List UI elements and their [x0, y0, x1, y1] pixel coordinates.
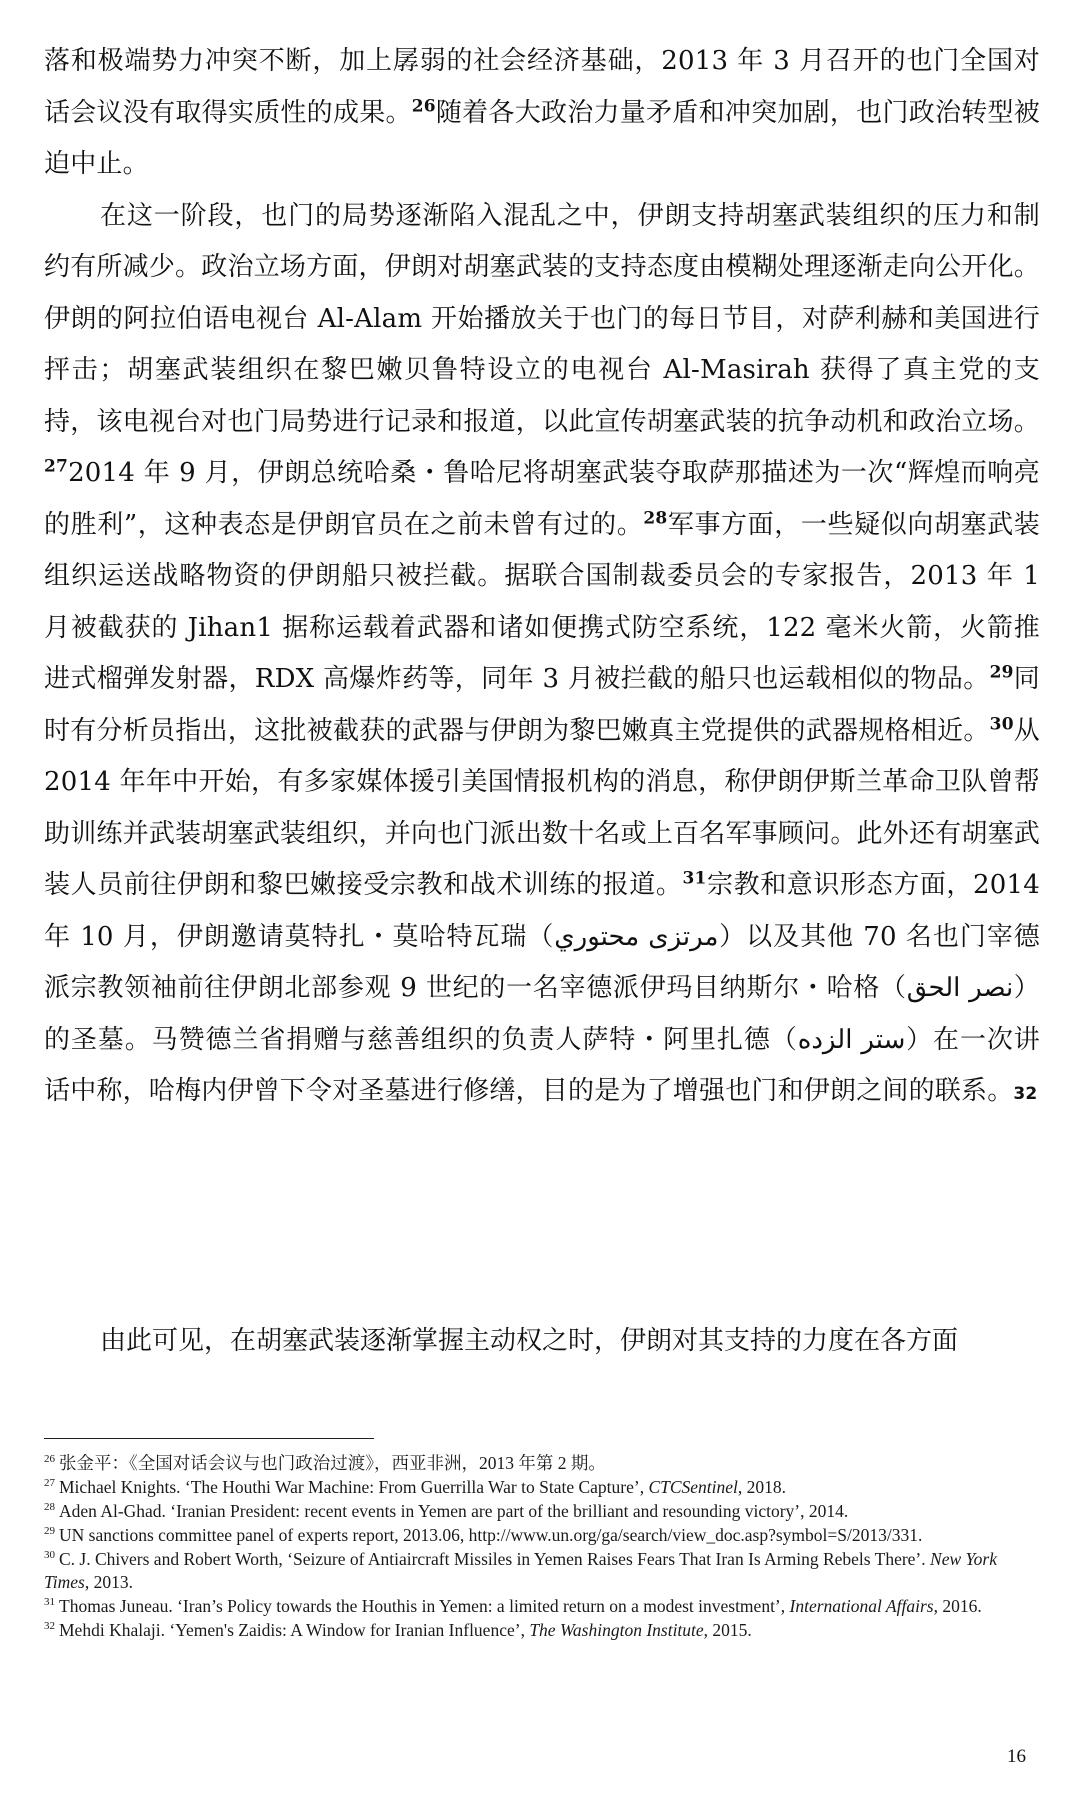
body-text [44, 36, 1040, 1121]
footnote-source-title: New York Times [44, 1549, 997, 1592]
footnote-text: Michael Knights. ‘The Houthi War Machine: From Guerrilla War to State Capture’, [59, 1477, 649, 1497]
footnote-text: 张金平：《全国对话会议与也门政治过渡》，西亚非洲，2013 年第 2 期。 [59, 1453, 606, 1473]
paragraph-text: 军事方面，一些疑似向胡塞武装组织运送战略物资的伊朗船只被拦截。据联合国制裁委员会的专家报告，2013 年 1 月被截获的 Jihan1 据称运载着武器和诸如便携式防空系统，122 毫米火箭，火箭推进式榴弹发射器，RDX 高爆炸药等，同年 3 月被拦截的船只也运载相似的物品。 [44, 509, 1040, 694]
footnote-ref: 28 [643, 507, 668, 528]
paragraph-text: 随着各大政治力量矛盾和冲突加剧，也门政治转型被迫中止。 [44, 97, 1040, 179]
footnote [44, 1500, 1034, 1523]
footnote-source-title: The Washington Institute [529, 1620, 704, 1640]
footnote-ref: 27 [44, 456, 69, 477]
footnote [44, 1452, 1034, 1475]
footnote-ref: 30 [989, 713, 1014, 734]
footnote-ref: 29 [989, 662, 1014, 683]
footnote [44, 1524, 1034, 1547]
footnote-number: 29 [44, 1525, 55, 1538]
paragraph-3: 由此可见，在胡塞武装逐渐掌握主动权之时，伊朗对其支持的力度在各方面 [100, 1326, 959, 1356]
footnote-text: Mehdi Khalaji. ‘Yemen's Zaidis: A Window for Iranian Influence’, [59, 1620, 530, 1640]
footnote-text: Thomas Juneau. ‘Iran’s Policy towards the Houthis in Yemen: a limited return on a modest investment’, [59, 1596, 790, 1616]
footnote-text: , 2015. [703, 1620, 752, 1640]
footnote-text: , 2018. [737, 1477, 787, 1497]
footnote-source-title: International Affairs [789, 1596, 934, 1616]
footnote [44, 1548, 1034, 1594]
footnote-separator [44, 1438, 374, 1439]
footnote-number: 26 [44, 1453, 55, 1466]
paragraph-text: 2014 年 9 月，伊朗总统哈桑・鲁哈尼将胡塞武装夺取萨那描述为一次“辉煌而响亮的胜利”，这种表态是伊朗官员在之前未曾有过的。 [44, 458, 1040, 540]
paragraph-2 [44, 191, 1040, 1121]
paragraph-text: 从 2014 年年中开始，有多家媒体援引美国情报机构的消息，称伊朗伊斯兰革命卫队曾帮助训练并武装胡塞武装组织，并向也门派出数十名或上百名军事顾问。此外还有胡塞武装人员前往伊朗和黎巴嫩接受宗教和战术训练的报道。 [44, 715, 1041, 900]
footnote [44, 1595, 1034, 1618]
footnote-text: Aden Al-Ghad. ‘Iranian President: recent events in Yemen are part of the brilliant and resounding victory’, 2014. [59, 1501, 849, 1521]
footnote-number: 32 [44, 1620, 55, 1633]
paragraph-text: 同时有分析员指出，这批被截获的武器与伊朗为黎巴嫩真主党提供的武器规格相近。 [44, 664, 1040, 746]
paragraph-text: 落和极端势力冲突不断，加上孱弱的社会经济基础，2013 年 3 月召开的也门全国对话会议没有取得实质性的成果。 [44, 46, 1040, 128]
footnote-ref: 31 [682, 868, 707, 889]
paragraph-text: 在这一阶段，也门的局势逐渐陷入混乱之中，伊朗支持胡塞武装组织的压力和制约有所减少。政治立场方面，伊朗对胡塞武装的支持态度由模糊处理逐渐走向公开化。伊朗的阿拉伯语电视台 Al-Alam 开始播放关于也门的每日节目，对萨利赫和美国进行抨击；胡塞武装组织在黎巴嫩贝鲁特设立的电视台 Al-Masirah 获得了真主党的支持，该电视台对也门局势进行记录和报道，以此宣传胡塞武装的抗争动机和政治立场。 [44, 200, 1040, 437]
paragraph-1 [44, 36, 1040, 191]
footnote-ref: 26 [411, 95, 436, 116]
footnote-text: C. J. Chivers and Robert Worth, ‘Seizure of Antiaircraft Missiles in Yemen Raises Fears That Iran Is Arming Rebels There’. [59, 1549, 931, 1569]
footnote-text: , 2013. [84, 1572, 133, 1592]
footnote-number: 31 [44, 1596, 55, 1609]
footnote-source-title: CTCSentinel [648, 1477, 738, 1497]
footnotes [44, 1452, 1034, 1643]
footnote [44, 1619, 1034, 1642]
footnote-number: 27 [44, 1477, 55, 1490]
page-number: 16 [1007, 1746, 1026, 1767]
footnote-ref: 32 [1013, 1084, 1038, 1104]
footnote [44, 1476, 1034, 1499]
footnote-text: , 2016. [933, 1596, 982, 1616]
footnote-text: UN sanctions committee panel of experts report, 2013.06, http://www.un.org/ga/search/view_doc.asp?symbol=S/2013/331. [59, 1525, 923, 1545]
paragraph-text: 宗教和意识形态方面，2014 年 10 月，伊朗邀请莫特扎・莫哈特瓦瑞（مرتزی محتوري）以及其他 70 名也门宰德派宗教领袖前往伊朗北部参观 9 世纪的一名宰德派伊玛目纳斯尔・哈格（نصر الحق）的圣墓。马赞德兰省捐赠与慈善组织的负责人萨特・阿里扎德（ستر الزده）在一次讲话中称，哈梅内伊曾下令对圣墓进行修缮，目的是为了增强也门和伊朗之间的联系。 [44, 870, 1041, 1106]
footnote-number: 30 [44, 1549, 55, 1562]
footnote-number: 28 [44, 1501, 55, 1514]
